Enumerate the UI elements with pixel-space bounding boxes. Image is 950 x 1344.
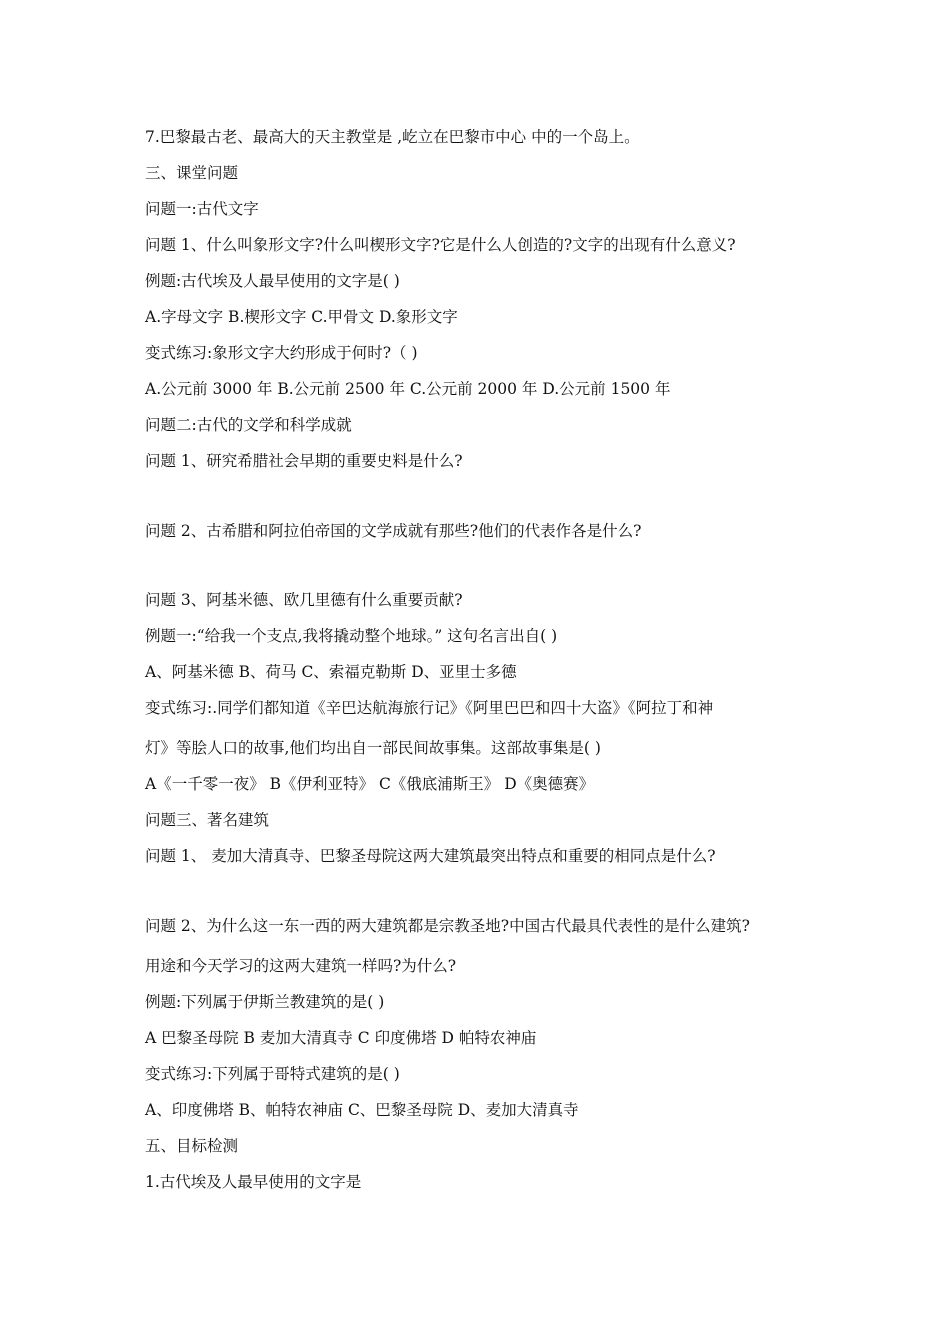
example-options-writing: A.字母文字 B.楔形文字 C.甲骨文 D.象形文字 [145, 308, 458, 326]
question-1-buildings: 问题 1、 麦加大清真寺、巴黎圣母院这两大建筑最突出特点和重要的相同点是什么? [145, 847, 716, 865]
question-2-buildings-line2: 用途和今天学习的这两大建筑一样吗?为什么? [145, 957, 457, 975]
test-question-1: 1.古代埃及人最早使用的文字是 [145, 1173, 362, 1191]
question-1-writing: 问题 1、什么叫象形文字?什么叫楔形文字?它是什么人创造的?文字的出现有什么意义? [145, 236, 736, 254]
topic-literature-science: 问题二:古代的文学和科学成就 [145, 416, 352, 434]
section-heading-target-test: 五、目标检测 [145, 1137, 239, 1155]
variant-options-stories: A《一千零一夜》 B《伊利亚特》 C《俄底浦斯王》 D《奥德赛》 [145, 775, 595, 793]
question-3-archimedes: 问题 3、阿基米德、欧几里德有什么重要贡献? [145, 591, 463, 609]
fill-in-question-7: 7.巴黎最古老、最高大的天主教堂是 ,屹立在巴黎市中心 中的一个岛上。 [145, 128, 640, 146]
example-question-writing: 例题:古代埃及人最早使用的文字是( ) [145, 272, 400, 290]
example-question-islamic: 例题:下列属于伊斯兰教建筑的是( ) [145, 993, 385, 1011]
variant-options-gothic: A、印度佛塔 B、帕特农神庙 C、巴黎圣母院 D、麦加大清真寺 [145, 1101, 579, 1119]
example-options-quote: A、阿基米德 B、荷马 C、索福克勒斯 D、亚里士多德 [145, 663, 517, 681]
question-2-buildings-line1: 问题 2、为什么这一东一西的两大建筑都是宗教圣地?中国古代最具代表性的是什么建筑? [145, 917, 750, 935]
question-2-literature: 问题 2、古希腊和阿拉伯帝国的文学成就有那些?他们的代表作各是什么? [145, 522, 642, 540]
question-1-greek-sources: 问题 1、研究希腊社会早期的重要史料是什么? [145, 452, 463, 470]
variant-options-writing: A.公元前 3000 年 B.公元前 2500 年 C.公元前 2000 年 D.公元前 1500 年 [145, 380, 671, 398]
example-question-quote: 例题一:“给我一个支点,我将撬动整个地球。” 这句名言出自( ) [145, 627, 558, 645]
variant-exercise-gothic: 变式练习:下列属于哥特式建筑的是( ) [145, 1065, 400, 1083]
section-heading-class-questions: 三、课堂问题 [145, 164, 239, 182]
topic-ancient-writing: 问题一:古代文字 [145, 200, 259, 218]
example-options-islamic: A 巴黎圣母院 B 麦加大清真寺 C 印度佛塔 D 帕特农神庙 [145, 1029, 537, 1047]
variant-exercise-stories-line2: 灯》等脍人口的故事,他们均出自一部民间故事集。这部故事集是( ) [145, 739, 601, 757]
topic-famous-buildings: 问题三、著名建筑 [145, 811, 270, 829]
variant-exercise-stories-line1: 变式练习:.同学们都知道《辛巴达航海旅行记》《阿里巴巴和四十大盗》《阿拉丁和神 [145, 699, 714, 717]
variant-exercise-writing: 变式练习:象形文字大约形成于何时?（ ) [145, 344, 418, 362]
